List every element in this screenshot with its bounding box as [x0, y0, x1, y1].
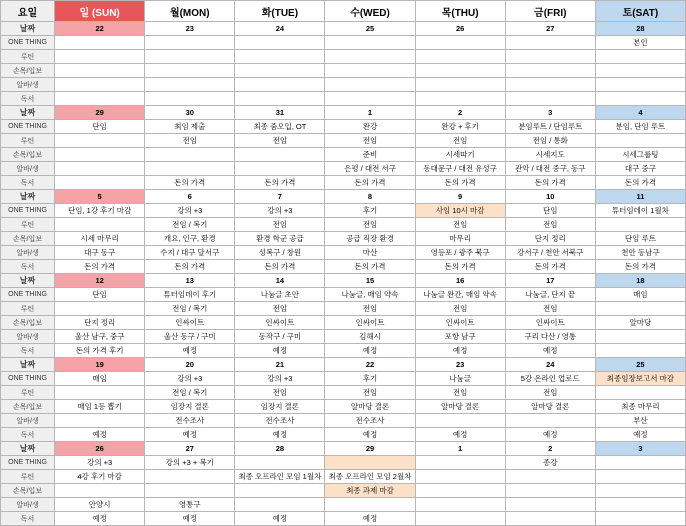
cell-sonmok[interactable] [595, 484, 685, 498]
cell-one_thing[interactable]: 강의 +3 [235, 372, 325, 386]
cell-reading[interactable]: 돈의 가격 [145, 176, 235, 190]
row-label-alba: 알바/생 [1, 498, 55, 512]
cell-routine[interactable]: 전임 [235, 134, 325, 148]
cell-alba[interactable] [595, 330, 685, 344]
cell-one_thing[interactable]: 분임, 단임 루트 [595, 120, 685, 134]
row-label-routine: 루틴 [1, 134, 55, 148]
cell-routine[interactable] [235, 50, 325, 64]
cell-reading[interactable]: 예정 [325, 512, 415, 526]
cell-sonmok[interactable]: 알마당 결론 [505, 400, 595, 414]
cell-one_thing[interactable]: 나눔글, 단지 끝 [505, 288, 595, 302]
cell-one_thing[interactable]: 최종 줌오입, OT [235, 120, 325, 134]
cell-one_thing[interactable]: 매임 [595, 288, 685, 302]
date-cell[interactable]: 3 [595, 442, 685, 456]
cell-reading[interactable]: 돈의 가격 [505, 260, 595, 274]
row-label-one_thing: ONE THING [1, 372, 55, 386]
cell-routine[interactable]: 전임 [325, 218, 415, 232]
row-label-reading: 독서 [1, 344, 55, 358]
row-label-reading: 독서 [1, 260, 55, 274]
row-label-reading: 독서 [1, 512, 55, 526]
date-cell[interactable]: 8 [325, 190, 415, 204]
cell-routine[interactable] [505, 470, 595, 484]
cell-reading[interactable]: 돈의 가격 [145, 260, 235, 274]
cell-sonmok[interactable]: 시세그룹팅 [595, 148, 685, 162]
cell-reading[interactable]: 돈의 가격 [415, 176, 505, 190]
cell-reading[interactable]: 예정 [505, 428, 595, 442]
date-cell[interactable]: 4 [595, 106, 685, 120]
cell-sonmok[interactable]: 최종 마무리 [595, 400, 685, 414]
row-label-sonmok: 손목/입보 [1, 400, 55, 414]
cell-reading[interactable]: 예정 [145, 512, 235, 526]
cell-alba[interactable]: 포항 남구 [415, 330, 505, 344]
cell-reading[interactable] [595, 512, 685, 526]
cell-routine[interactable]: 전임 [415, 218, 505, 232]
row-label-alba: 알바/생 [1, 330, 55, 344]
cell-reading[interactable] [595, 92, 685, 106]
cell-routine[interactable]: 최종 오프라인 모임 1월차 [235, 470, 325, 484]
cell-alba[interactable]: 울산 남구, 중구 [55, 330, 145, 344]
cell-routine[interactable] [145, 50, 235, 64]
cell-routine[interactable]: 전임 [415, 386, 505, 400]
cell-routine[interactable]: 전임 [415, 302, 505, 316]
cell-one_thing[interactable]: 분임루트 / 단임루트 [505, 120, 595, 134]
cell-routine[interactable]: 전임 [145, 134, 235, 148]
row-label-dates: 날짜 [1, 22, 55, 36]
date-cell[interactable]: 28 [595, 22, 685, 36]
cell-routine[interactable]: 최종 오프라인 모임 2월차 [325, 470, 415, 484]
cell-routine[interactable]: 전임 / 복기 [145, 386, 235, 400]
cell-routine[interactable]: 전임 / 복기 [145, 302, 235, 316]
cell-sonmok[interactable] [415, 484, 505, 498]
row-label-dates: 날짜 [1, 442, 55, 456]
date-cell[interactable]: 26 [55, 442, 145, 456]
cell-reading[interactable]: 돈의 가격 [595, 176, 685, 190]
cell-alba[interactable] [505, 78, 595, 92]
row-label-routine: 루틴 [1, 50, 55, 64]
cell-routine[interactable] [55, 302, 145, 316]
cell-routine[interactable]: 전임 / 통화 [505, 134, 595, 148]
cell-reading[interactable]: 예정 [55, 428, 145, 442]
cell-sonmok[interactable]: 준비 [325, 148, 415, 162]
cell-sonmok[interactable] [235, 484, 325, 498]
date-cell[interactable]: 30 [145, 106, 235, 120]
cell-reading[interactable] [505, 512, 595, 526]
date-cell[interactable]: 11 [595, 190, 685, 204]
row-label-sonmok: 손목/입보 [1, 232, 55, 246]
cell-sonmok[interactable]: 인싸이트 [415, 316, 505, 330]
cell-sonmok[interactable]: 임장지 결론 [145, 400, 235, 414]
cell-sonmok[interactable] [505, 64, 595, 78]
cell-one_thing[interactable]: 나눔글, 매임 약속 [325, 288, 415, 302]
cell-alba[interactable] [55, 162, 145, 176]
cell-alba[interactable]: 부산 [595, 414, 685, 428]
cell-sonmok[interactable]: 매임 1등 뽑기 [55, 400, 145, 414]
cell-sonmok[interactable] [145, 148, 235, 162]
cell-one_thing[interactable] [415, 456, 505, 470]
row-label-dates: 날짜 [1, 190, 55, 204]
cell-alba[interactable]: 안양시 [55, 498, 145, 512]
cell-one_thing[interactable]: 강의 +3 [145, 372, 235, 386]
column-header-day-5: 금(FRI) [505, 1, 595, 22]
cell-alba[interactable] [325, 78, 415, 92]
cell-routine[interactable] [595, 50, 685, 64]
cell-reading[interactable]: 예정 [325, 344, 415, 358]
cell-routine[interactable] [55, 134, 145, 148]
row-label-reading: 독서 [1, 176, 55, 190]
cell-one_thing[interactable] [235, 456, 325, 470]
cell-alba[interactable] [55, 414, 145, 428]
cell-sonmok[interactable]: 단지 정리 [55, 316, 145, 330]
cell-one_thing[interactable]: 강의 +3 [235, 204, 325, 218]
row-label-alba: 알바/생 [1, 246, 55, 260]
cell-routine[interactable]: 전임 [415, 134, 505, 148]
row-label-alba: 알바/생 [1, 78, 55, 92]
cell-alba[interactable] [235, 78, 325, 92]
date-cell[interactable]: 22 [55, 22, 145, 36]
cell-sonmok[interactable] [145, 484, 235, 498]
cell-routine[interactable]: 전임 [235, 302, 325, 316]
cell-one_thing[interactable]: 나눔글 [415, 372, 505, 386]
cell-one_thing[interactable]: 본인 [595, 36, 685, 50]
cell-reading[interactable] [415, 512, 505, 526]
cell-sonmok[interactable]: 시세 마무리 [55, 232, 145, 246]
cell-alba[interactable] [505, 414, 595, 428]
date-cell[interactable]: 17 [505, 274, 595, 288]
cell-one_thing[interactable]: 최종임장보고서 마감 [595, 372, 685, 386]
row-label-sonmok: 손목/입보 [1, 64, 55, 78]
date-cell[interactable]: 31 [235, 106, 325, 120]
cell-one_thing[interactable] [325, 36, 415, 50]
date-cell[interactable]: 6 [145, 190, 235, 204]
date-cell[interactable]: 24 [505, 358, 595, 372]
cell-reading[interactable]: 돈의 가격 [235, 260, 325, 274]
cell-one_thing[interactable] [325, 456, 415, 470]
cell-sonmok[interactable] [595, 64, 685, 78]
cell-sonmok[interactable] [55, 148, 145, 162]
cell-alba[interactable] [145, 162, 235, 176]
date-cell[interactable]: 14 [235, 274, 325, 288]
cell-sonmok[interactable]: 인싸이트 [505, 316, 595, 330]
cell-one_thing[interactable]: 튜터임데이 1월차 [595, 204, 685, 218]
cell-one_thing[interactable] [145, 36, 235, 50]
date-cell[interactable]: 16 [415, 274, 505, 288]
cell-sonmok[interactable] [235, 148, 325, 162]
cell-one_thing[interactable]: 종강 [505, 456, 595, 470]
cell-reading[interactable]: 돈의 가격 [325, 176, 415, 190]
cell-alba[interactable]: 영통구 [145, 498, 235, 512]
cell-one_thing[interactable]: 튜터임데이 후기 [145, 288, 235, 302]
cell-one_thing[interactable] [505, 36, 595, 50]
cell-one_thing[interactable]: 후기 [325, 204, 415, 218]
cell-routine[interactable] [415, 470, 505, 484]
cell-routine[interactable] [415, 50, 505, 64]
cell-alba[interactable] [415, 78, 505, 92]
cell-sonmok[interactable] [235, 64, 325, 78]
cell-reading[interactable] [505, 92, 595, 106]
cell-alba[interactable]: 동작구 / 구미 [235, 330, 325, 344]
cell-sonmok[interactable]: 알마당 결론 [415, 400, 505, 414]
cell-one_thing[interactable]: 완강 + 후기 [415, 120, 505, 134]
column-header-day-4: 목(THU) [415, 1, 505, 22]
date-cell[interactable]: 21 [235, 358, 325, 372]
cell-reading[interactable]: 예정 [415, 428, 505, 442]
cell-reading[interactable]: 돈의 가격 [415, 260, 505, 274]
cell-sonmok[interactable] [505, 484, 595, 498]
cell-one_thing[interactable]: 단임 [55, 288, 145, 302]
cell-one_thing[interactable] [595, 456, 685, 470]
cell-routine[interactable] [55, 386, 145, 400]
cell-one_thing[interactable]: 강의 +3 [145, 204, 235, 218]
cell-sonmok[interactable] [325, 64, 415, 78]
cell-reading[interactable]: 돈의 가격 [325, 260, 415, 274]
cell-alba[interactable]: 대구 중구 [595, 162, 685, 176]
cell-one_thing[interactable]: 강의 +3 [55, 456, 145, 470]
cell-alba[interactable] [415, 498, 505, 512]
row-label-dates: 날짜 [1, 274, 55, 288]
cell-routine[interactable] [595, 218, 685, 232]
cell-sonmok[interactable]: 마무리 [415, 232, 505, 246]
date-cell[interactable]: 12 [55, 274, 145, 288]
cell-alba[interactable] [415, 414, 505, 428]
cell-reading[interactable]: 예정 [145, 344, 235, 358]
cell-reading[interactable]: 예정 [235, 512, 325, 526]
row-label-reading: 독서 [1, 92, 55, 106]
cell-one_thing[interactable] [55, 36, 145, 50]
cell-sonmok[interactable]: 시세따기 [415, 148, 505, 162]
date-cell[interactable]: 1 [325, 106, 415, 120]
cell-alba[interactable]: 성복구 / 창원 [235, 246, 325, 260]
row-label-sonmok: 손목/입보 [1, 484, 55, 498]
cell-reading[interactable] [595, 344, 685, 358]
date-cell[interactable]: 22 [325, 358, 415, 372]
cell-alba[interactable]: 천안 동남구 [595, 246, 685, 260]
cell-alba[interactable] [595, 498, 685, 512]
cell-one_thing[interactable]: 단임 [55, 120, 145, 134]
cell-alba[interactable]: 김해시 [325, 330, 415, 344]
cell-routine[interactable] [145, 470, 235, 484]
cell-sonmok[interactable] [55, 64, 145, 78]
cell-reading[interactable]: 예정 [235, 344, 325, 358]
cell-routine[interactable]: 전임 [325, 302, 415, 316]
header-row-label: 요일 [1, 1, 55, 22]
date-cell[interactable]: 26 [415, 22, 505, 36]
cell-alba[interactable] [55, 78, 145, 92]
date-cell[interactable]: 24 [235, 22, 325, 36]
cell-routine[interactable] [595, 386, 685, 400]
cell-sonmok[interactable]: 임장지 결론 [235, 400, 325, 414]
cell-routine[interactable] [55, 218, 145, 232]
row-label-sonmok: 손목/입보 [1, 148, 55, 162]
cell-reading[interactable]: 예정 [235, 428, 325, 442]
cell-sonmok[interactable] [55, 484, 145, 498]
cell-routine[interactable] [595, 470, 685, 484]
cell-reading[interactable]: 예정 [55, 512, 145, 526]
cell-alba[interactable] [595, 78, 685, 92]
cell-one_thing[interactable]: 완강 [325, 120, 415, 134]
cell-reading[interactable]: 돈의 가격 [235, 176, 325, 190]
cell-sonmok[interactable]: 알마당 결론 [325, 400, 415, 414]
cell-one_thing[interactable] [415, 36, 505, 50]
cell-reading[interactable]: 예정 [415, 344, 505, 358]
date-cell[interactable]: 25 [325, 22, 415, 36]
cell-routine[interactable]: 4강 후기 마감 [55, 470, 145, 484]
cell-one_thing[interactable]: 사임 10시 마감 [415, 204, 505, 218]
cell-alba[interactable]: 동대문구 / 대전 유성구 [415, 162, 505, 176]
date-cell[interactable]: 29 [55, 106, 145, 120]
cell-alba[interactable]: 전수조사 [235, 414, 325, 428]
date-cell[interactable]: 9 [415, 190, 505, 204]
row-label-one_thing: ONE THING [1, 204, 55, 218]
cell-sonmok[interactable]: 단임 루트 [595, 232, 685, 246]
cell-sonmok[interactable]: 알마당 [595, 316, 685, 330]
cell-routine[interactable] [325, 50, 415, 64]
cell-one_thing[interactable]: 최임 제출 [145, 120, 235, 134]
cell-alba[interactable]: 은평 / 대전 서구 [325, 162, 415, 176]
row-label-dates: 날짜 [1, 106, 55, 120]
date-cell[interactable]: 10 [505, 190, 595, 204]
cell-routine[interactable]: 전임 / 복기 [145, 218, 235, 232]
cell-reading[interactable] [235, 92, 325, 106]
cell-routine[interactable] [595, 134, 685, 148]
cell-one_thing[interactable]: 매임 [55, 372, 145, 386]
date-cell[interactable]: 7 [235, 190, 325, 204]
cell-reading[interactable]: 돈의 가격 후기 [55, 344, 145, 358]
cell-alba[interactable] [325, 498, 415, 512]
cell-sonmok[interactable] [415, 64, 505, 78]
cell-alba[interactable]: 전수조사 [325, 414, 415, 428]
row-label-one_thing: ONE THING [1, 288, 55, 302]
cell-reading[interactable]: 예정 [145, 428, 235, 442]
cell-one_thing[interactable] [235, 36, 325, 50]
date-cell[interactable]: 25 [595, 358, 685, 372]
date-cell[interactable]: 2 [505, 442, 595, 456]
row-label-reading: 독서 [1, 428, 55, 442]
cell-alba[interactable] [505, 498, 595, 512]
cell-routine[interactable] [55, 50, 145, 64]
cell-reading[interactable]: 예정 [325, 428, 415, 442]
date-cell[interactable]: 23 [145, 22, 235, 36]
date-cell[interactable]: 29 [325, 442, 415, 456]
date-cell[interactable]: 27 [145, 442, 235, 456]
cell-reading[interactable]: 돈의 가격 [505, 176, 595, 190]
cell-reading[interactable]: 예정 [595, 428, 685, 442]
cell-alba[interactable]: 울산 동구 / 구미 [145, 330, 235, 344]
column-header-day-2: 화(TUE) [235, 1, 325, 22]
date-cell[interactable]: 28 [235, 442, 325, 456]
row-label-dates: 날짜 [1, 358, 55, 372]
date-cell[interactable]: 3 [505, 106, 595, 120]
date-cell[interactable]: 19 [55, 358, 145, 372]
cell-routine[interactable]: 전임 [235, 386, 325, 400]
column-header-day-0: 일 (SUN) [55, 1, 145, 22]
cell-sonmok[interactable]: 시세지도 [505, 148, 595, 162]
cell-sonmok[interactable]: 환경 학군 공급 [235, 232, 325, 246]
cell-alba[interactable] [145, 78, 235, 92]
row-label-alba: 알바/생 [1, 162, 55, 176]
date-cell[interactable]: 5 [55, 190, 145, 204]
cell-sonmok[interactable]: 인싸이트 [235, 316, 325, 330]
cell-routine[interactable]: 전임 [505, 218, 595, 232]
cell-routine[interactable]: 전임 [505, 386, 595, 400]
cell-reading[interactable] [415, 92, 505, 106]
row-label-one_thing: ONE THING [1, 36, 55, 50]
cell-reading[interactable] [325, 92, 415, 106]
date-cell[interactable]: 27 [505, 22, 595, 36]
cell-one_thing[interactable]: 5강 온라인 업로드 [505, 372, 595, 386]
row-label-sonmok: 손목/입보 [1, 316, 55, 330]
cell-alba[interactable]: 전수조사 [145, 414, 235, 428]
date-cell[interactable]: 1 [415, 442, 505, 456]
cell-alba[interactable]: 영등포 / 광주 북구 [415, 246, 505, 260]
cell-alba[interactable]: 관악 / 대전 중구, 동구 [505, 162, 595, 176]
cell-reading[interactable]: 돈의 가격 [55, 260, 145, 274]
cell-reading[interactable] [55, 92, 145, 106]
date-cell[interactable]: 15 [325, 274, 415, 288]
date-cell[interactable]: 18 [595, 274, 685, 288]
cell-sonmok[interactable]: 개요, 인구, 환경 [145, 232, 235, 246]
cell-sonmok[interactable]: 공급 직장 환경 [325, 232, 415, 246]
cell-routine[interactable]: 전임 [325, 134, 415, 148]
cell-sonmok[interactable] [145, 64, 235, 78]
date-cell[interactable]: 23 [415, 358, 505, 372]
column-header-day-6: 토(SAT) [595, 1, 685, 22]
row-label-alba: 알바/생 [1, 414, 55, 428]
column-header-day-1: 월(MON) [145, 1, 235, 22]
row-label-one_thing: ONE THING [1, 120, 55, 134]
cell-routine[interactable]: 전임 [325, 386, 415, 400]
cell-sonmok[interactable]: 최종 과제 마감 [325, 484, 415, 498]
cell-sonmok[interactable]: 인싸이트 [325, 316, 415, 330]
cell-one_thing[interactable]: 후기 [325, 372, 415, 386]
cell-sonmok[interactable]: 인싸이트 [145, 316, 235, 330]
cell-alba[interactable] [235, 498, 325, 512]
cell-alba[interactable]: 마산 [325, 246, 415, 260]
date-cell[interactable]: 20 [145, 358, 235, 372]
cell-one_thing[interactable]: 단임 [505, 204, 595, 218]
column-header-day-3: 수(WED) [325, 1, 415, 22]
date-cell[interactable]: 13 [145, 274, 235, 288]
cell-one_thing[interactable]: 나눔글 초안 [235, 288, 325, 302]
cell-sonmok[interactable]: 단지 정리 [505, 232, 595, 246]
cell-routine[interactable] [505, 50, 595, 64]
cell-reading[interactable]: 돈의 가격 [595, 260, 685, 274]
row-label-routine: 루틴 [1, 386, 55, 400]
row-label-routine: 루틴 [1, 302, 55, 316]
cell-one_thing[interactable]: 단임, 1강 후기 마감 [55, 204, 145, 218]
row-label-one_thing: ONE THING [1, 456, 55, 470]
cell-routine[interactable]: 전임 [505, 302, 595, 316]
row-label-routine: 루틴 [1, 218, 55, 232]
cell-alba[interactable] [235, 162, 325, 176]
cell-one_thing[interactable]: 강의 +3 + 복기 [145, 456, 235, 470]
cell-routine[interactable]: 전임 [235, 218, 325, 232]
cell-reading[interactable] [145, 92, 235, 106]
cell-reading[interactable] [55, 176, 145, 190]
cell-alba[interactable]: 수지 / 대구 달서구 [145, 246, 235, 260]
cell-routine[interactable] [595, 302, 685, 316]
cell-alba[interactable]: 강서구 / 천안 서북구 [505, 246, 595, 260]
cell-reading[interactable]: 예정 [505, 344, 595, 358]
row-label-routine: 루틴 [1, 470, 55, 484]
cell-alba[interactable]: 구리 다산 / 영통 [505, 330, 595, 344]
cell-one_thing[interactable]: 나눔글 완간, 매임 약속 [415, 288, 505, 302]
date-cell[interactable]: 2 [415, 106, 505, 120]
cell-alba[interactable]: 대구 동구 [55, 246, 145, 260]
